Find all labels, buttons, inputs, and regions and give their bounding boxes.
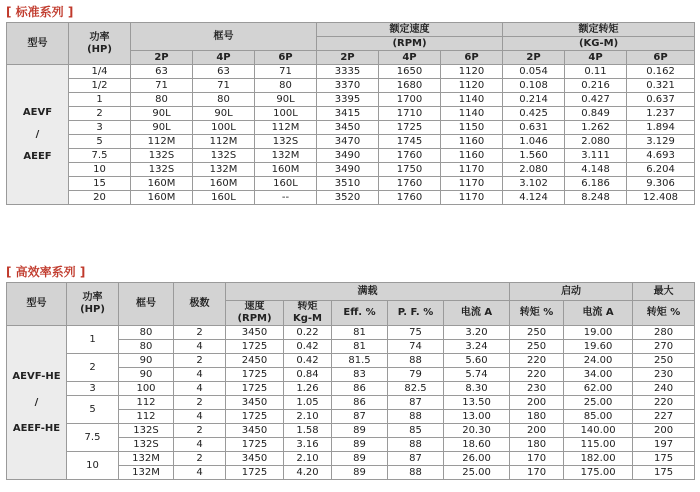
table-cell: 3.111	[565, 149, 627, 163]
table-cell: 132S	[119, 424, 174, 438]
table-cell: 13.00	[444, 410, 510, 424]
table-cell: 80	[131, 93, 193, 107]
table-cell: 3450	[226, 424, 284, 438]
table-cell: 90L	[193, 107, 255, 121]
table-cell: 6.186	[565, 177, 627, 191]
table-cell: 3490	[317, 149, 379, 163]
table-cell: 63	[193, 65, 255, 79]
table-cell: 0.321	[627, 79, 695, 93]
table-cell: 3450	[226, 396, 284, 410]
table-cell: 74	[388, 340, 444, 354]
table-cell: 2.10	[284, 452, 332, 466]
table-cell: 8.30	[444, 382, 510, 396]
model-line: AEVF-HE	[12, 370, 61, 382]
table-cell: 88	[388, 466, 444, 480]
header-frame-6p: 6P	[255, 51, 317, 65]
table-cell: 3470	[317, 135, 379, 149]
table-cell: 132M	[193, 163, 255, 177]
table-cell: --	[255, 191, 317, 205]
table-cell: 2	[174, 424, 226, 438]
table-cell: 81	[332, 326, 388, 340]
table-cell: 0.427	[565, 93, 627, 107]
header2-eff: Eff. %	[332, 301, 388, 326]
table-cell: 1140	[441, 93, 503, 107]
table-cell: 1745	[379, 135, 441, 149]
table-row	[7, 65, 695, 79]
table-cell: 240	[633, 382, 695, 396]
table-cell: 160M	[193, 177, 255, 191]
table-cell: 81	[332, 340, 388, 354]
table-cell: 90L	[255, 93, 317, 107]
table-cell: 160L	[193, 191, 255, 205]
table-cell: 3450	[226, 452, 284, 466]
header2-max: 最大	[633, 283, 695, 301]
table-cell: 115.00	[564, 438, 633, 452]
header2-power: 功率 (HP)	[67, 283, 119, 326]
header-frame-2p: 2P	[131, 51, 193, 65]
table-cell: 4.124	[503, 191, 565, 205]
table-cell: 1.894	[627, 121, 695, 135]
table-cell: 1680	[379, 79, 441, 93]
table-cell: 3510	[317, 177, 379, 191]
table-cell: 100	[119, 382, 174, 396]
power-cell: 7.5	[67, 424, 119, 452]
table-cell: 6.204	[627, 163, 695, 177]
header2-speed: 速度 (RPM)	[226, 301, 284, 326]
table-cell: 182.00	[564, 452, 633, 466]
table-cell: 0.631	[503, 121, 565, 135]
table-cell: 88	[388, 354, 444, 368]
table-cell: 5	[69, 135, 131, 149]
header-speed-4p: 4P	[379, 51, 441, 65]
table-cell: 132M	[119, 466, 174, 480]
table-cell: 200	[510, 424, 564, 438]
table-cell: 1710	[379, 107, 441, 121]
table-row	[7, 121, 695, 135]
table-cell: 2.080	[503, 163, 565, 177]
table-cell: 0.108	[503, 79, 565, 93]
table-cell: 3.102	[503, 177, 565, 191]
table-cell: 89	[332, 424, 388, 438]
table-cell: 175	[633, 466, 695, 480]
high-efficiency-series-table	[6, 282, 695, 480]
table-cell: 1150	[441, 121, 503, 135]
table-cell: 1140	[441, 107, 503, 121]
table-cell: 71	[193, 79, 255, 93]
standard-series-table	[6, 22, 695, 205]
table-cell: 80	[119, 340, 174, 354]
table-cell: 79	[388, 368, 444, 382]
table-cell: 280	[633, 326, 695, 340]
table-cell: 1.05	[284, 396, 332, 410]
table-row	[7, 326, 695, 340]
table-cell: 1650	[379, 65, 441, 79]
table-cell: 1/2	[69, 79, 131, 93]
table-cell: 1725	[226, 340, 284, 354]
power-cell: 10	[67, 452, 119, 480]
header-frame-4p: 4P	[193, 51, 255, 65]
table-cell: 89	[332, 438, 388, 452]
table-cell: 3.129	[627, 135, 695, 149]
table-cell: 230	[510, 382, 564, 396]
header-speed-2p: 2P	[317, 51, 379, 65]
table-cell: 175	[633, 452, 695, 466]
table-cell: 160L	[255, 177, 317, 191]
table-row	[7, 177, 695, 191]
table-cell: 132S	[193, 149, 255, 163]
model-line: /	[35, 128, 40, 140]
table-cell: 0.84	[284, 368, 332, 382]
table-cell: 12.408	[627, 191, 695, 205]
header-speed: 额定速度	[317, 23, 503, 37]
table-cell: 15	[69, 177, 131, 191]
power-cell: 2	[67, 354, 119, 382]
header-torque-2p: 2P	[503, 51, 565, 65]
header-torque-unit: (KG-M)	[503, 37, 695, 51]
table-cell: 0.425	[503, 107, 565, 121]
table-cell: 112	[119, 396, 174, 410]
table-cell: 250	[510, 340, 564, 354]
table-cell: 34.00	[564, 368, 633, 382]
table-cell: 5.74	[444, 368, 510, 382]
table-cell: 3370	[317, 79, 379, 93]
table-cell: 100L	[193, 121, 255, 135]
table-cell: 4	[174, 466, 226, 480]
table-cell: 2.080	[565, 135, 627, 149]
table-cell: 25.00	[444, 466, 510, 480]
table-cell: 4	[174, 410, 226, 424]
table-cell: 1725	[226, 410, 284, 424]
header2-start-torque: 转矩 %	[510, 301, 564, 326]
table-cell: 90L	[131, 107, 193, 121]
table-cell: 1170	[441, 163, 503, 177]
table-cell: 0.214	[503, 93, 565, 107]
table-cell: 3450	[226, 326, 284, 340]
table-cell: 8.248	[565, 191, 627, 205]
table-cell: 1170	[441, 177, 503, 191]
table-cell: 3395	[317, 93, 379, 107]
table-cell: 4	[174, 340, 226, 354]
table-cell: 132M	[119, 452, 174, 466]
table-cell: 1120	[441, 79, 503, 93]
table-row	[7, 107, 695, 121]
table-cell: 87	[388, 396, 444, 410]
table-cell: 250	[510, 326, 564, 340]
table-cell: 26.00	[444, 452, 510, 466]
table-cell: 250	[633, 354, 695, 368]
table-cell: 89	[332, 466, 388, 480]
table-cell: 3415	[317, 107, 379, 121]
table-cell: 85.00	[564, 410, 633, 424]
model-line: AEEF-HE	[12, 422, 61, 434]
table-row	[7, 382, 695, 396]
table-cell: 100L	[255, 107, 317, 121]
table-cell: 0.22	[284, 326, 332, 340]
table-cell: 90L	[131, 121, 193, 135]
table-cell: 25.00	[564, 396, 633, 410]
table-cell: 80	[119, 326, 174, 340]
table-cell: 2	[174, 452, 226, 466]
table-cell: 2	[174, 354, 226, 368]
table-cell: 112	[119, 410, 174, 424]
section2-title: [ 高效率系列 ]	[6, 265, 86, 279]
header2-poles: 极数	[174, 283, 226, 326]
table-cell: 4.148	[565, 163, 627, 177]
header2-current: 电流 A	[444, 301, 510, 326]
table-cell: 3450	[317, 121, 379, 135]
table-cell: 200	[510, 396, 564, 410]
table-cell: 132M	[255, 149, 317, 163]
table-cell: 75	[388, 326, 444, 340]
table-cell: 3335	[317, 65, 379, 79]
table-cell: 0.42	[284, 340, 332, 354]
table-cell: 170	[510, 452, 564, 466]
table-row	[7, 191, 695, 205]
table-cell: 71	[131, 79, 193, 93]
table-cell: 89	[332, 452, 388, 466]
table-cell: 63	[131, 65, 193, 79]
table-cell: 1.262	[565, 121, 627, 135]
header2-max-torque: 转矩 %	[633, 301, 695, 326]
table-cell: 1760	[379, 177, 441, 191]
table-cell: 1.58	[284, 424, 332, 438]
table-cell: 1700	[379, 93, 441, 107]
header-speed-6p: 6P	[441, 51, 503, 65]
table-cell: 197	[633, 438, 695, 452]
table-cell: 175.00	[564, 466, 633, 480]
table-cell: 227	[633, 410, 695, 424]
header2-start-current: 电流 A	[564, 301, 633, 326]
table-cell: 112M	[193, 135, 255, 149]
table-cell: 1/4	[69, 65, 131, 79]
model-cell	[7, 326, 67, 480]
table-cell: 4	[174, 382, 226, 396]
table-cell: 2	[174, 396, 226, 410]
table-row	[7, 396, 695, 410]
header-torque-6p: 6P	[627, 51, 695, 65]
table-cell: 87	[332, 410, 388, 424]
table-cell: 86	[332, 396, 388, 410]
table-row	[7, 149, 695, 163]
header-frame: 框号	[131, 23, 317, 51]
table-cell: 80	[255, 79, 317, 93]
table-cell: 1160	[441, 135, 503, 149]
table-cell: 20.30	[444, 424, 510, 438]
header-torque: 额定转矩	[503, 23, 695, 37]
header-power: 功率 (HP)	[69, 23, 131, 65]
table-cell: 3490	[317, 163, 379, 177]
table-cell: 0.162	[627, 65, 695, 79]
header-torque-4p: 4P	[565, 51, 627, 65]
table-cell: 71	[255, 65, 317, 79]
table-cell: 220	[510, 368, 564, 382]
table-row	[7, 354, 695, 368]
table-cell: 1170	[441, 191, 503, 205]
table-cell: 2.10	[284, 410, 332, 424]
table-cell: 160M	[255, 163, 317, 177]
model-line: AEEF	[23, 150, 52, 162]
table-cell: 1160	[441, 149, 503, 163]
table-cell: 90	[119, 368, 174, 382]
table-cell: 90	[119, 354, 174, 368]
table-cell: 0.637	[627, 93, 695, 107]
table-cell: 132S	[255, 135, 317, 149]
table-cell: 1760	[379, 149, 441, 163]
table-cell: 85	[388, 424, 444, 438]
table-cell: 112M	[255, 121, 317, 135]
table-cell: 1725	[226, 368, 284, 382]
table-cell: 2450	[226, 354, 284, 368]
table-cell: 4.693	[627, 149, 695, 163]
table-cell: 81.5	[332, 354, 388, 368]
table-row	[7, 135, 695, 149]
table-cell: 5.60	[444, 354, 510, 368]
table-cell: 3.24	[444, 340, 510, 354]
table-cell: 24.00	[564, 354, 633, 368]
table-cell: 1	[69, 93, 131, 107]
table-row	[7, 93, 695, 107]
table-cell: 1.046	[503, 135, 565, 149]
table-cell: 19.00	[564, 326, 633, 340]
table-row	[7, 163, 695, 177]
header2-pf: P. F. %	[388, 301, 444, 326]
model-cell	[7, 65, 69, 205]
table-cell: 140.00	[564, 424, 633, 438]
table-cell: 3520	[317, 191, 379, 205]
table-row	[7, 452, 695, 466]
table-cell: 13.50	[444, 396, 510, 410]
table-cell: 0.11	[565, 65, 627, 79]
table-cell: 2	[174, 326, 226, 340]
table-cell: 3	[69, 121, 131, 135]
table-cell: 88	[388, 410, 444, 424]
table-cell: 220	[633, 396, 695, 410]
table-cell: 0.42	[284, 354, 332, 368]
table-cell: 180	[510, 438, 564, 452]
table-cell: 87	[388, 452, 444, 466]
table-cell: 4	[174, 438, 226, 452]
table-cell: 0.849	[565, 107, 627, 121]
table-cell: 4	[174, 368, 226, 382]
model-line: AEVF	[22, 106, 53, 118]
header-model: 型号	[7, 23, 69, 65]
table-cell: 88	[388, 438, 444, 452]
table-cell: 86	[332, 382, 388, 396]
table-cell: 83	[332, 368, 388, 382]
section1-title: [ 标准系列 ]	[6, 5, 74, 19]
table-cell: 160M	[131, 191, 193, 205]
table-cell: 230	[633, 368, 695, 382]
table-cell: 20	[69, 191, 131, 205]
model-line: /	[34, 396, 39, 408]
table-cell: 4.20	[284, 466, 332, 480]
table-cell: 180	[510, 410, 564, 424]
table-cell: 18.60	[444, 438, 510, 452]
table-cell: 1750	[379, 163, 441, 177]
table-cell: 132S	[119, 438, 174, 452]
header2-model: 型号	[7, 283, 67, 326]
table-cell: 3.16	[284, 438, 332, 452]
table-row	[7, 424, 695, 438]
table-cell: 9.306	[627, 177, 695, 191]
table-cell: 3.20	[444, 326, 510, 340]
table-cell: 1.237	[627, 107, 695, 121]
power-cell: 3	[67, 382, 119, 396]
table-cell: 1725	[226, 382, 284, 396]
table-cell: 1760	[379, 191, 441, 205]
power-cell: 1	[67, 326, 119, 354]
header2-full-load: 满载	[226, 283, 510, 301]
table-cell: 112M	[131, 135, 193, 149]
table-cell: 19.60	[564, 340, 633, 354]
table-cell: 170	[510, 466, 564, 480]
table-cell: 1120	[441, 65, 503, 79]
table-cell: 62.00	[564, 382, 633, 396]
table-cell: 200	[633, 424, 695, 438]
table-cell: 0.054	[503, 65, 565, 79]
table-row	[7, 79, 695, 93]
table-cell: 160M	[131, 177, 193, 191]
power-cell: 5	[67, 396, 119, 424]
table-cell: 220	[510, 354, 564, 368]
header2-torque: 转矩 Kg-M	[284, 301, 332, 326]
table-cell: 82.5	[388, 382, 444, 396]
table-cell: 270	[633, 340, 695, 354]
header2-startup: 启动	[510, 283, 633, 301]
table-cell: 0.216	[565, 79, 627, 93]
table-cell: 132S	[131, 163, 193, 177]
table-cell: 132S	[131, 149, 193, 163]
table-cell: 80	[193, 93, 255, 107]
table-cell: 1.560	[503, 149, 565, 163]
table-cell: 7.5	[69, 149, 131, 163]
table-cell: 1725	[379, 121, 441, 135]
header-speed-unit: (RPM)	[317, 37, 503, 51]
table-cell: 1725	[226, 466, 284, 480]
table-cell: 10	[69, 163, 131, 177]
header2-frame: 框号	[119, 283, 174, 326]
table-cell: 2	[69, 107, 131, 121]
table-cell: 1725	[226, 438, 284, 452]
table-cell: 1.26	[284, 382, 332, 396]
